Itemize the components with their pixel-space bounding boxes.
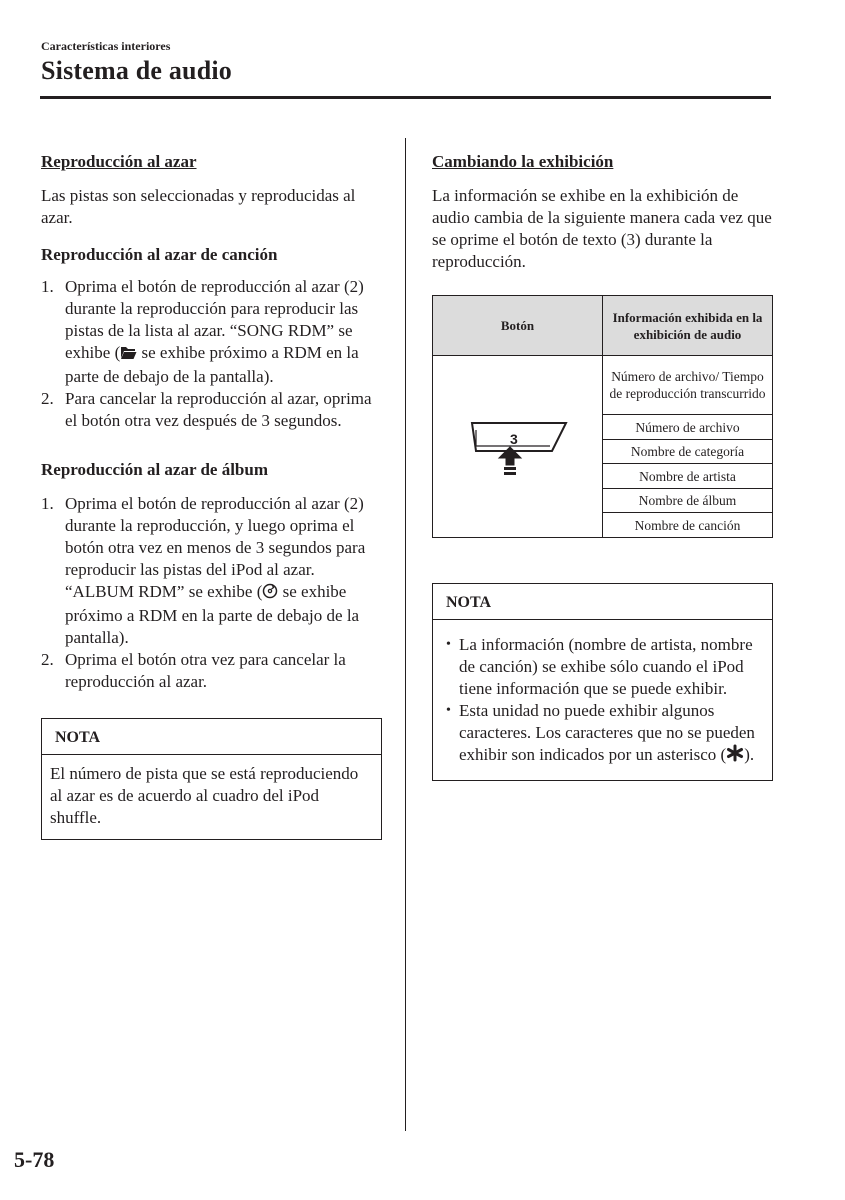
note-bullets: [433, 620, 772, 780]
note-heading: NOTA: [433, 584, 772, 620]
display-table: [432, 295, 773, 538]
text-button-cell: [433, 356, 603, 538]
table-header-info: Información exhibida en la exhibición de audio: [603, 296, 773, 356]
table-row: Nombre de artista: [603, 464, 773, 489]
table-row: Nombre de álbum: [603, 489, 773, 513]
album-random-heading: Reproducción al azar de álbum: [41, 460, 268, 479]
button-3-label: 3: [509, 430, 518, 447]
note-box-right: [432, 583, 773, 781]
album-random-steps: [41, 493, 383, 693]
table-row: Nombre de categoría: [603, 440, 773, 464]
album-disc-icon: [262, 583, 278, 605]
list-item: 1. Oprima el botón de reproducción al azar (2) durante la reproducción para reproducir las pistas de la lista al azar. “SONG RDM” se exhibe ( se exhibe próximo a RDM en la parte de debajo de la pantalla).: [41, 277, 364, 386]
breadcrumb: Características interiores: [41, 39, 171, 53]
list-item: • Esta unidad no puede exhibir algunos caracteres. Los caracteres que no se pueden exhibir son indicados por un asterisco ( ).: [441, 700, 764, 768]
table-row: Número de archivo: [603, 415, 773, 440]
page-title: Sistema de audio: [41, 56, 233, 85]
folder-icon: [120, 344, 137, 366]
list-item: 2. Oprima el botón otra vez para cancelar la reproducción al azar.: [41, 650, 346, 691]
list-item: 2. Para cancelar la reproducción al azar, oprima el botón otra vez después de 3 segundos.: [41, 389, 372, 430]
right-column: [432, 143, 772, 781]
display-intro: La información se exhibe en la exhibición de audio cambia de la siguiente manera cada vez que se oprime el botón de texto (3) durante la reproducción.: [432, 186, 772, 271]
table-header-button: Botón: [433, 296, 603, 356]
column-divider: [405, 138, 406, 1131]
page-number: 5-78: [14, 1147, 55, 1172]
note-heading: NOTA: [42, 719, 381, 755]
list-item: 1. Oprima el botón de reproducción al azar (2) durante la reproducción, y luego oprima el botón otra vez en menos de 3 segundos para reproducir las pistas del iPod al azar. “ALBUM RDM” se exhibe ( se exhibe próximo a RDM en la parte de debajo de la pantalla).: [41, 494, 366, 647]
note-body: El número de pista que se está reproduciendo al azar es de acuerdo al cuadro del iPod shuffle.: [50, 764, 359, 827]
asterisk-icon: [726, 744, 744, 768]
song-random-steps: [41, 276, 383, 432]
note-box-left: [41, 718, 382, 840]
text-button-3-icon: [466, 417, 570, 477]
list-item: • La información (nombre de artista, nombre de canción) se exhibe sólo cuando el iPod tiene información que se puede exhibir.: [446, 635, 753, 698]
random-intro: Las pistas son seleccionadas y reproducidas al azar.: [41, 186, 356, 227]
table-row: Nombre de canción: [603, 513, 773, 538]
left-column: [41, 143, 383, 840]
section-title-random: Reproducción al azar: [41, 152, 197, 171]
title-rule: [40, 96, 771, 99]
table-row: Número de archivo/ Tiempo de reproducción transcurrido: [603, 356, 773, 415]
song-random-heading: Reproducción al azar de canción: [41, 245, 278, 264]
section-title-display: Cambiando la exhibición: [432, 152, 614, 171]
